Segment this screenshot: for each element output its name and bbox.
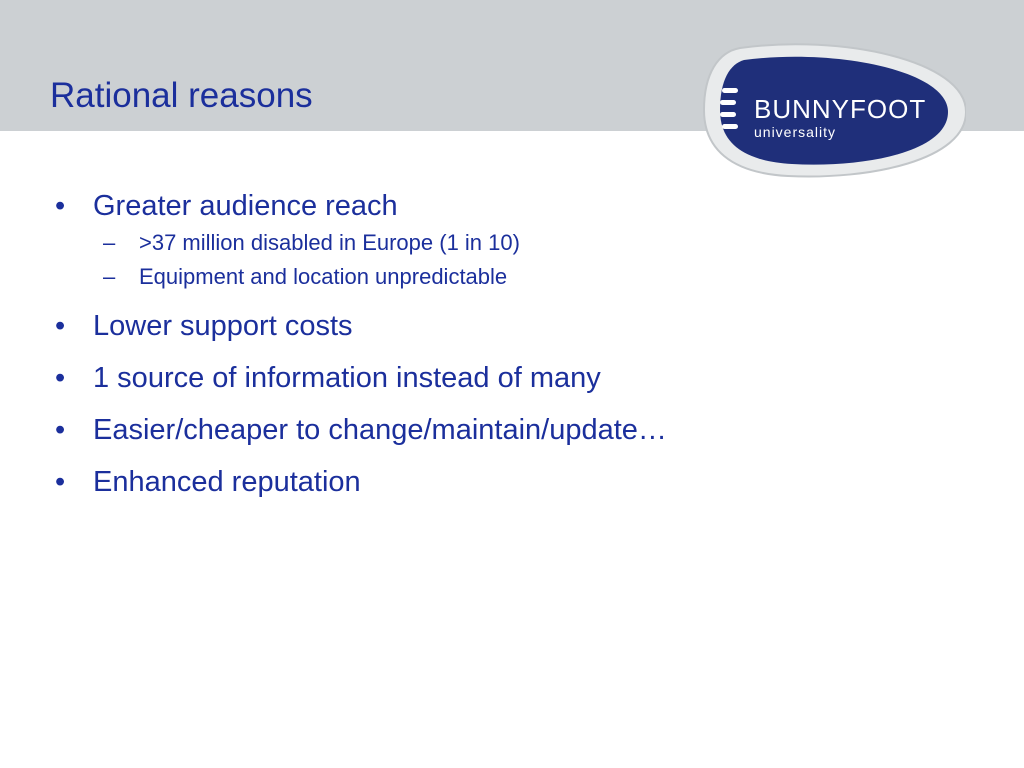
bullet-text: Lower support costs: [93, 310, 353, 342]
bullet-marker: •: [55, 310, 66, 342]
bullet-item: [55, 306, 955, 346]
bullet-text: Greater audience reach: [93, 190, 398, 222]
sub-marker: –: [103, 264, 116, 289]
bullet-marker: •: [55, 466, 66, 498]
sub-marker: –: [103, 230, 116, 255]
sub-item-text: >37 million disabled in Europe (1 in 10): [139, 230, 520, 255]
bullet-marker: •: [55, 362, 66, 394]
bullet-item: [55, 358, 955, 398]
bullet-text: 1 source of information instead of many: [93, 362, 601, 394]
sub-list: [93, 226, 955, 294]
sub-item-text: Equipment and location unpredictable: [139, 264, 508, 289]
sub-item: [93, 226, 955, 260]
bullet-marker: •: [55, 190, 66, 222]
bullet-text: Enhanced reputation: [93, 466, 361, 498]
bunnyfoot-logo: [700, 40, 966, 180]
logo-brand-sub: universality: [754, 124, 837, 140]
bullet-list: [55, 186, 955, 514]
bullet-item: [55, 410, 955, 450]
slide-title: Rational reasons: [50, 76, 313, 115]
logo-brand-main: BUNNYFOOT: [754, 94, 927, 124]
bullet-item: [55, 186, 955, 294]
bullet-text: Easier/cheaper to change/maintain/update…: [93, 414, 667, 446]
sub-item: [93, 260, 955, 294]
bullet-marker: •: [55, 414, 66, 446]
bullet-item: [55, 462, 955, 502]
